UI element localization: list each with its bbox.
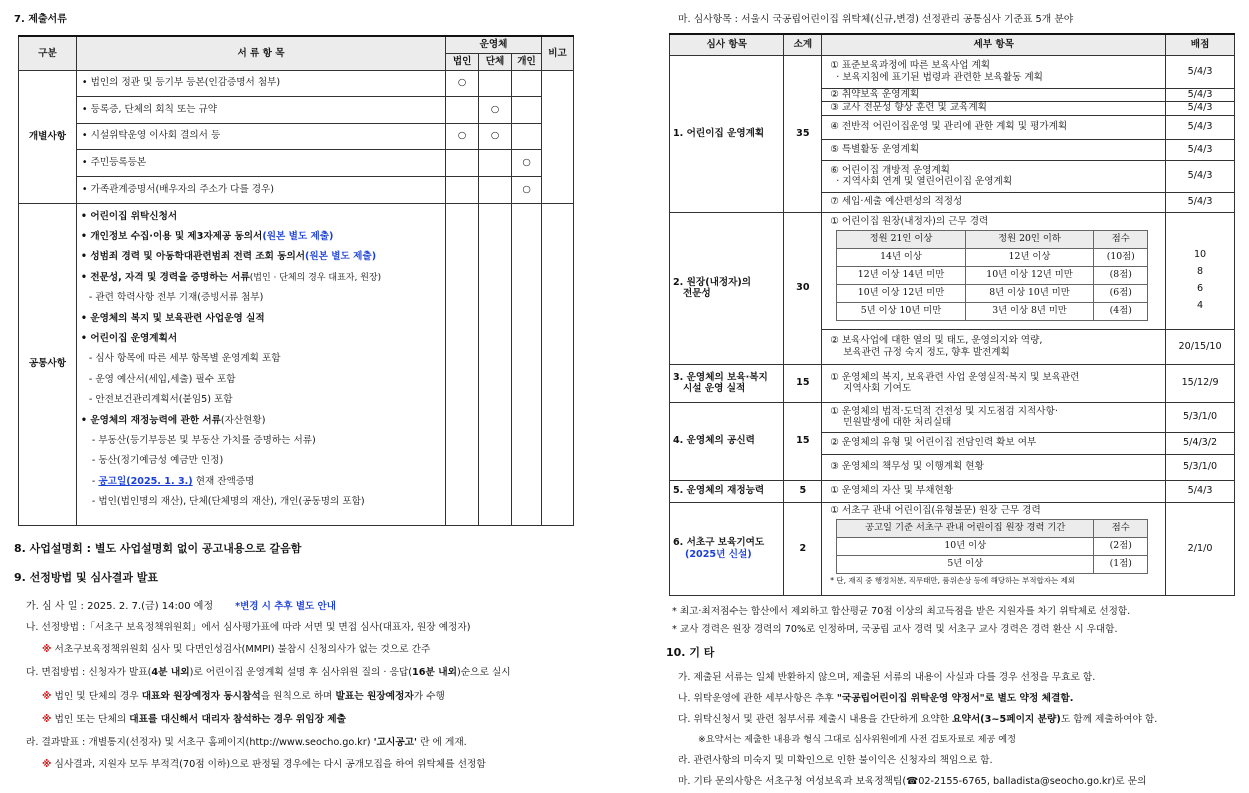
- table-row: [19, 123, 574, 149]
- points-cell: 20/15/10: [1166, 329, 1235, 364]
- detail-item: ② 보육사업에 대한 열의 및 태도, 운영의지와 역량,: [830, 335, 1043, 347]
- common-item: • 개인정보 수집·이용 및 제3자제공 동의서(원본 별도 제출): [80, 230, 334, 242]
- criteria-4-label: 4. 운영체의 공신력: [670, 402, 784, 480]
- detail-item: ② 운영체의 유형 및 어린이집 전담인력 확보 여부: [822, 432, 1166, 454]
- sub-cell: (4점): [1094, 302, 1148, 320]
- common-subitem: - 공고일(2025. 1. 3.) 현재 잔액증명: [91, 475, 255, 487]
- section-10-title: 10. 기 타: [666, 646, 715, 659]
- career-subtable: [836, 230, 1148, 321]
- points-cell: 5/3/1/0: [1166, 454, 1235, 480]
- col-note: 비고: [541, 36, 573, 70]
- criteria-2-label: 2. 원장(내정자)의 전문성: [670, 212, 784, 364]
- col-group: 단체: [479, 53, 512, 70]
- section-9-title: 9. 선정방법 및 심사결과 발표: [14, 571, 159, 584]
- doc-item: • 가족관계증명서(배우자의 주소가 다를 경우): [76, 176, 445, 203]
- mark-cell: [512, 123, 542, 149]
- detail-item: ① 어린이집 원장(내정자)의 근무 경력: [830, 215, 989, 227]
- common-item: • 성범죄 경력 및 아동학대관련범죄 전력 조회 동의서(원본 별도 제출): [80, 251, 377, 263]
- criteria-4-score: 15: [784, 402, 822, 480]
- detail-subitem: 민원발생에 대한 처리실태: [843, 417, 952, 428]
- sub-cell: (2점): [1094, 537, 1148, 555]
- table-row: [19, 96, 574, 123]
- col-review-item: 심사 항목: [670, 34, 784, 55]
- points-cell: 5/4/3: [1166, 480, 1235, 502]
- sub-cell: 10년 이상 12년 미만: [965, 266, 1094, 284]
- seocho-career-subtable: [836, 519, 1148, 574]
- detail-subitem: · 보육지침에 표기된 법령과 관련한 보육활동 계획: [836, 71, 1043, 83]
- note-teacher-career: * 교사 경력은 원장 경력의 70%로 인정하며, 국공립 교사 경력 및 서초구 교사 경력은 경력 환산 시 우대함.: [672, 624, 1118, 635]
- points-cell: 5/4/3: [1166, 160, 1235, 192]
- detail-item: ③ 운영체의 책무성 및 이행계획 현황: [822, 454, 1166, 480]
- table-row: [670, 402, 1235, 432]
- detail-item: ① 표준보육과정에 따른 보육사업 계획: [830, 60, 991, 72]
- mark-cell: [446, 96, 479, 123]
- col-subtotal: 소계: [784, 34, 822, 55]
- common-item: • 전문성, 자격 및 경력을 증명하는 서류(법인 · 단체의 경우 대표자, 원장): [80, 271, 382, 283]
- col-operator: 운영체: [446, 36, 542, 53]
- s9-note-proxy: ※ 법인 또는 단체의 대표를 대신해서 대리자 참석하는 경우 위임장 제출: [42, 714, 347, 725]
- s9-selection-method: 나. 선정방법 :「서초구 보육정책위원회」에서 심사평가표에 따라 서면 및 면접 심사(대표자, 원장 예정자): [26, 622, 471, 633]
- exclusion-note: * 단, 재직 중 행정처분, 직무태만, 품위손상 등에 해당하는 부적합자는 제외: [830, 575, 1076, 585]
- criteria-3-score: 15: [784, 364, 822, 402]
- col-indiv: 개인: [512, 53, 542, 70]
- detail-item: ① 운영체의 자산 및 부채현황: [822, 480, 1166, 502]
- mark-cell: [446, 149, 479, 176]
- sub-cell: 10년 이상: [837, 537, 1094, 555]
- sub-cell: 5년 이상 10년 미만: [837, 302, 966, 320]
- s9-interview-method: 다. 면접방법 : 신청자가 발표(4분 내외)로 어린이집 운영계획 설명 후 심사위원 질의 · 응답(16분 내외)순으로 실시: [26, 667, 511, 678]
- table-row: [670, 212, 1235, 329]
- col-items: 서 류 항 목: [76, 36, 445, 70]
- mark-cell: [479, 203, 512, 525]
- detail-subitem: 보육관련 규정 숙지 정도, 향후 발전계획: [843, 346, 1010, 358]
- points-cell: 15/12/9: [1166, 364, 1235, 402]
- points-cell: 5/4/3: [1166, 139, 1235, 160]
- sub-cell: (1점): [1094, 555, 1148, 573]
- mark-cell: ○: [479, 96, 512, 123]
- sub-cell: (8점): [1094, 266, 1148, 284]
- common-item: • 어린이집 위탁신청서: [80, 210, 178, 222]
- points-cell: 5/3/1/0: [1166, 402, 1235, 432]
- points-cell: 5/4/3: [1166, 101, 1235, 115]
- detail-item: ① 운영체의 법적·도덕적 건전성 및 지도점검 지적사항·: [830, 405, 1058, 417]
- criteria-6-score: 2: [784, 502, 822, 595]
- detail-item: ① 서초구 관내 어린이집(유형불문) 원장 근무 경력: [830, 504, 1041, 516]
- common-item: • 운영체의 복지 및 보육관련 사업운영 실적: [80, 312, 265, 324]
- mark-cell: [479, 70, 512, 96]
- detail-item: ④ 전반적 어린이집운영 및 관리에 관한 계획 및 평가계획: [822, 115, 1166, 139]
- s10-item-da: 다. 위탁신청서 및 관련 첨부서류 제출시 내용을 간단하게 요약한 요약서(3~5페이지 분량)도 함께 제출하여야 함.: [678, 714, 1158, 725]
- criteria-6-label: 6. 서초구 보육기여도 (2025년 신설): [670, 502, 784, 595]
- sub-head: 정원 21인 이상: [837, 230, 966, 248]
- detail-item: ② 취약보육 운영계획: [822, 88, 1166, 101]
- sub-head: 정원 20인 이하: [965, 230, 1094, 248]
- s9-note-mmpi: ※ 서초구보육정책위원회 심사 및 다면인성검사(MMPI) 불참시 신청의사가 없는 것으로 간주: [42, 644, 431, 655]
- common-subitem: - 관련 학력사항 전부 기재(증빙서류 첨부): [88, 292, 264, 304]
- table-row: [19, 149, 574, 176]
- points-cell: 2/1/0: [1166, 502, 1235, 595]
- detail-subitem: 지역사회 기여도: [843, 383, 912, 394]
- table-row: [670, 480, 1235, 502]
- criteria-2-score: 30: [784, 212, 822, 364]
- mark-cell: ○: [479, 123, 512, 149]
- common-subitem: - 심사 항목에 따른 세부 항목별 운영계획 포함: [88, 353, 281, 365]
- criteria-1-label: 1. 어린이집 운영계획: [670, 55, 784, 212]
- sub-cell: (6점): [1094, 284, 1148, 302]
- table-row: [19, 203, 574, 525]
- mark-cell: ○: [512, 176, 542, 203]
- sub-cell: 5년 이상: [837, 555, 1094, 573]
- common-subitem: - 운영 예산서(세입,세출) 필수 포함: [88, 373, 236, 385]
- mark-cell: ○: [446, 123, 479, 149]
- criteria-5-label: 5. 운영체의 재정능력: [670, 480, 784, 502]
- doc-item: • 법인의 정관 및 등기부 등본(인감증명서 첨부): [76, 70, 445, 96]
- mark-cell: [479, 149, 512, 176]
- s9-review-date: 가. 심 사 일 : 2025. 2. 7.(금) 14:00 예정 *변경 시 추후 별도 안내: [26, 601, 336, 612]
- note-cell: [541, 70, 573, 203]
- s10-item-na: 나. 위탁운영에 관한 세부사항은 추후 "국공립어린이집 위탁운영 약정서"로 별도 약정 체결함.: [678, 693, 1074, 704]
- table-row: [670, 502, 1235, 595]
- mark-cell: [512, 203, 542, 525]
- criteria-5-score: 5: [784, 480, 822, 502]
- detail-item: ① 운영체의 복지, 보육관련 사업 운영실적·복지 및 보육관련: [830, 371, 1080, 383]
- sub-cell: 3년 이상 8년 미만: [965, 302, 1094, 320]
- points-cell: 5/4/3: [1166, 115, 1235, 139]
- sub-head: 점수: [1094, 230, 1148, 248]
- detail-item: ⑥ 어린이집 개방적 운영계획: [830, 164, 950, 176]
- sub-cell: 8년 이상 10년 미만: [965, 284, 1094, 302]
- points-cell: 5/4/3/2: [1166, 432, 1235, 454]
- section-7-title: 7. 제출서류: [14, 14, 67, 25]
- col-points: 배점: [1166, 34, 1235, 55]
- mark-cell: ○: [512, 149, 542, 176]
- doc-item: • 등록증, 단체의 회칙 또는 규약: [76, 96, 445, 123]
- detail-item: ③ 교사 전문성 향상 훈련 및 교육계획: [822, 101, 1166, 115]
- review-items-title: 마. 심사항목 : 서울시 국공립어린이집 위탁체(신규,변경) 선정관리 공통심사 기준표 5개 분야: [678, 14, 1074, 25]
- common-subitem: - 부동산(등기부등본 및 부동산 가치를 증명하는 서류): [91, 434, 316, 446]
- s9-result-announcement: 라. 결과발표 : 개별통지(선정자) 및 서초구 홈페이지(http://www.seocho.go.kr) '고시공고' 란 에 게재.: [26, 737, 467, 748]
- common-subitem: - 안전보건관리계획서(붙임5) 포함: [88, 394, 233, 406]
- review-criteria-table: [669, 33, 1235, 596]
- col-detail: 세부 항목: [822, 34, 1166, 55]
- sub-cell: (10점): [1094, 248, 1148, 266]
- points-cell: 5/4/3: [1166, 55, 1235, 88]
- s9-note-reselect: ※ 심사결과, 지원자 모두 부적격(70점 이하)으로 판정될 경우에는 다시 공개모집을 하여 위탁체를 선정함: [42, 759, 486, 770]
- table-row: [19, 176, 574, 203]
- note-cell: [541, 203, 573, 525]
- criteria-1-score: 35: [784, 55, 822, 212]
- section-8: 8. 사업설명회 : 별도 사업설명회 없이 공고내용으로 갈음함: [14, 542, 302, 555]
- s10-summary-note: ※요약서는 제출한 내용과 형식 그대로 심사위원에게 사전 검토자료로 제공 예정: [698, 734, 1016, 745]
- s9-note-attendance: ※ 법인 및 단체의 경우 대표와 원장예정자 동시참석을 원칙으로 하며 발표는 원장예정자가 수행: [42, 691, 445, 702]
- s10-item-ra: 라. 관련사항의 미숙지 및 미확인으로 인한 불이익은 신청자의 책임으로 함.: [678, 755, 993, 766]
- sub-cell: 14년 이상: [837, 248, 966, 266]
- documents-table: [18, 35, 574, 526]
- detail-subitem: · 지역사회 연계 및 열린어린이집 운영계획: [836, 176, 1013, 187]
- mark-cell: [479, 176, 512, 203]
- col-category: 구분: [19, 36, 77, 70]
- common-docs-list: [76, 203, 445, 525]
- sub-cell: 12년 이상: [965, 248, 1094, 266]
- sub-cell: 10년 이상 12년 미만: [837, 284, 966, 302]
- criteria-3-label: 3. 운영체의 보육·복지 시설 운영 실적: [670, 364, 784, 402]
- points-cell: 5/4/3: [1166, 192, 1235, 212]
- table-row: [670, 364, 1235, 402]
- detail-item: ⑤ 특별활동 운영계획: [822, 139, 1166, 160]
- mark-cell: [512, 70, 542, 96]
- group-label-common: 공통사항: [19, 203, 77, 525]
- points-cell: 5/4/3: [1166, 88, 1235, 101]
- s10-item-ma: 마. 기타 문의사항은 서초구청 여성보육과 보육정책팀(☎02-2155-6765, balladista@seocho.go.kr)로 문의: [678, 776, 1147, 787]
- col-corp: 법인: [446, 53, 479, 70]
- sub-cell: 12년 이상 14년 미만: [837, 266, 966, 284]
- common-subitem: - 동산(정기예금성 예금만 인정): [91, 455, 224, 467]
- table-row: [670, 55, 1235, 88]
- mark-cell: [446, 203, 479, 525]
- sub-head: 공고일 기준 서초구 관내 어린이집 원장 경력 기간: [837, 519, 1094, 537]
- common-item: • 운영체의 재정능력에 관한 서류(자산현황): [80, 414, 266, 426]
- doc-item: • 시설위탁운영 이사회 결의서 등: [76, 123, 445, 149]
- note-score-calc: * 최고·최저점수는 합산에서 제외하고 합산평균 70점 이상의 최고득점을 받은 지원자를 차기 위탁체로 선정함.: [672, 606, 1131, 617]
- common-subitem: - 법인(법인명의 재산), 단체(단체명의 재산), 개인(공동명의 포함): [91, 496, 365, 508]
- group-label-individual: 개별사항: [19, 70, 77, 203]
- s10-item-ga: 가. 제출된 서류는 일체 반환하지 않으며, 제출된 서류의 내용이 사실과 다를 경우 선정을 무효로 함.: [678, 672, 1096, 683]
- mark-cell: [446, 176, 479, 203]
- table-row: [19, 70, 574, 96]
- common-item: • 어린이집 운영계획서: [80, 332, 178, 344]
- points-cell: 10 8 6 4: [1166, 212, 1235, 329]
- doc-item: • 주민등록등본: [76, 149, 445, 176]
- sub-head: 점수: [1094, 519, 1148, 537]
- mark-cell: ○: [446, 70, 479, 96]
- detail-item: ⑦ 세입·세출 예산편성의 적정성: [822, 192, 1166, 212]
- mark-cell: [512, 96, 542, 123]
